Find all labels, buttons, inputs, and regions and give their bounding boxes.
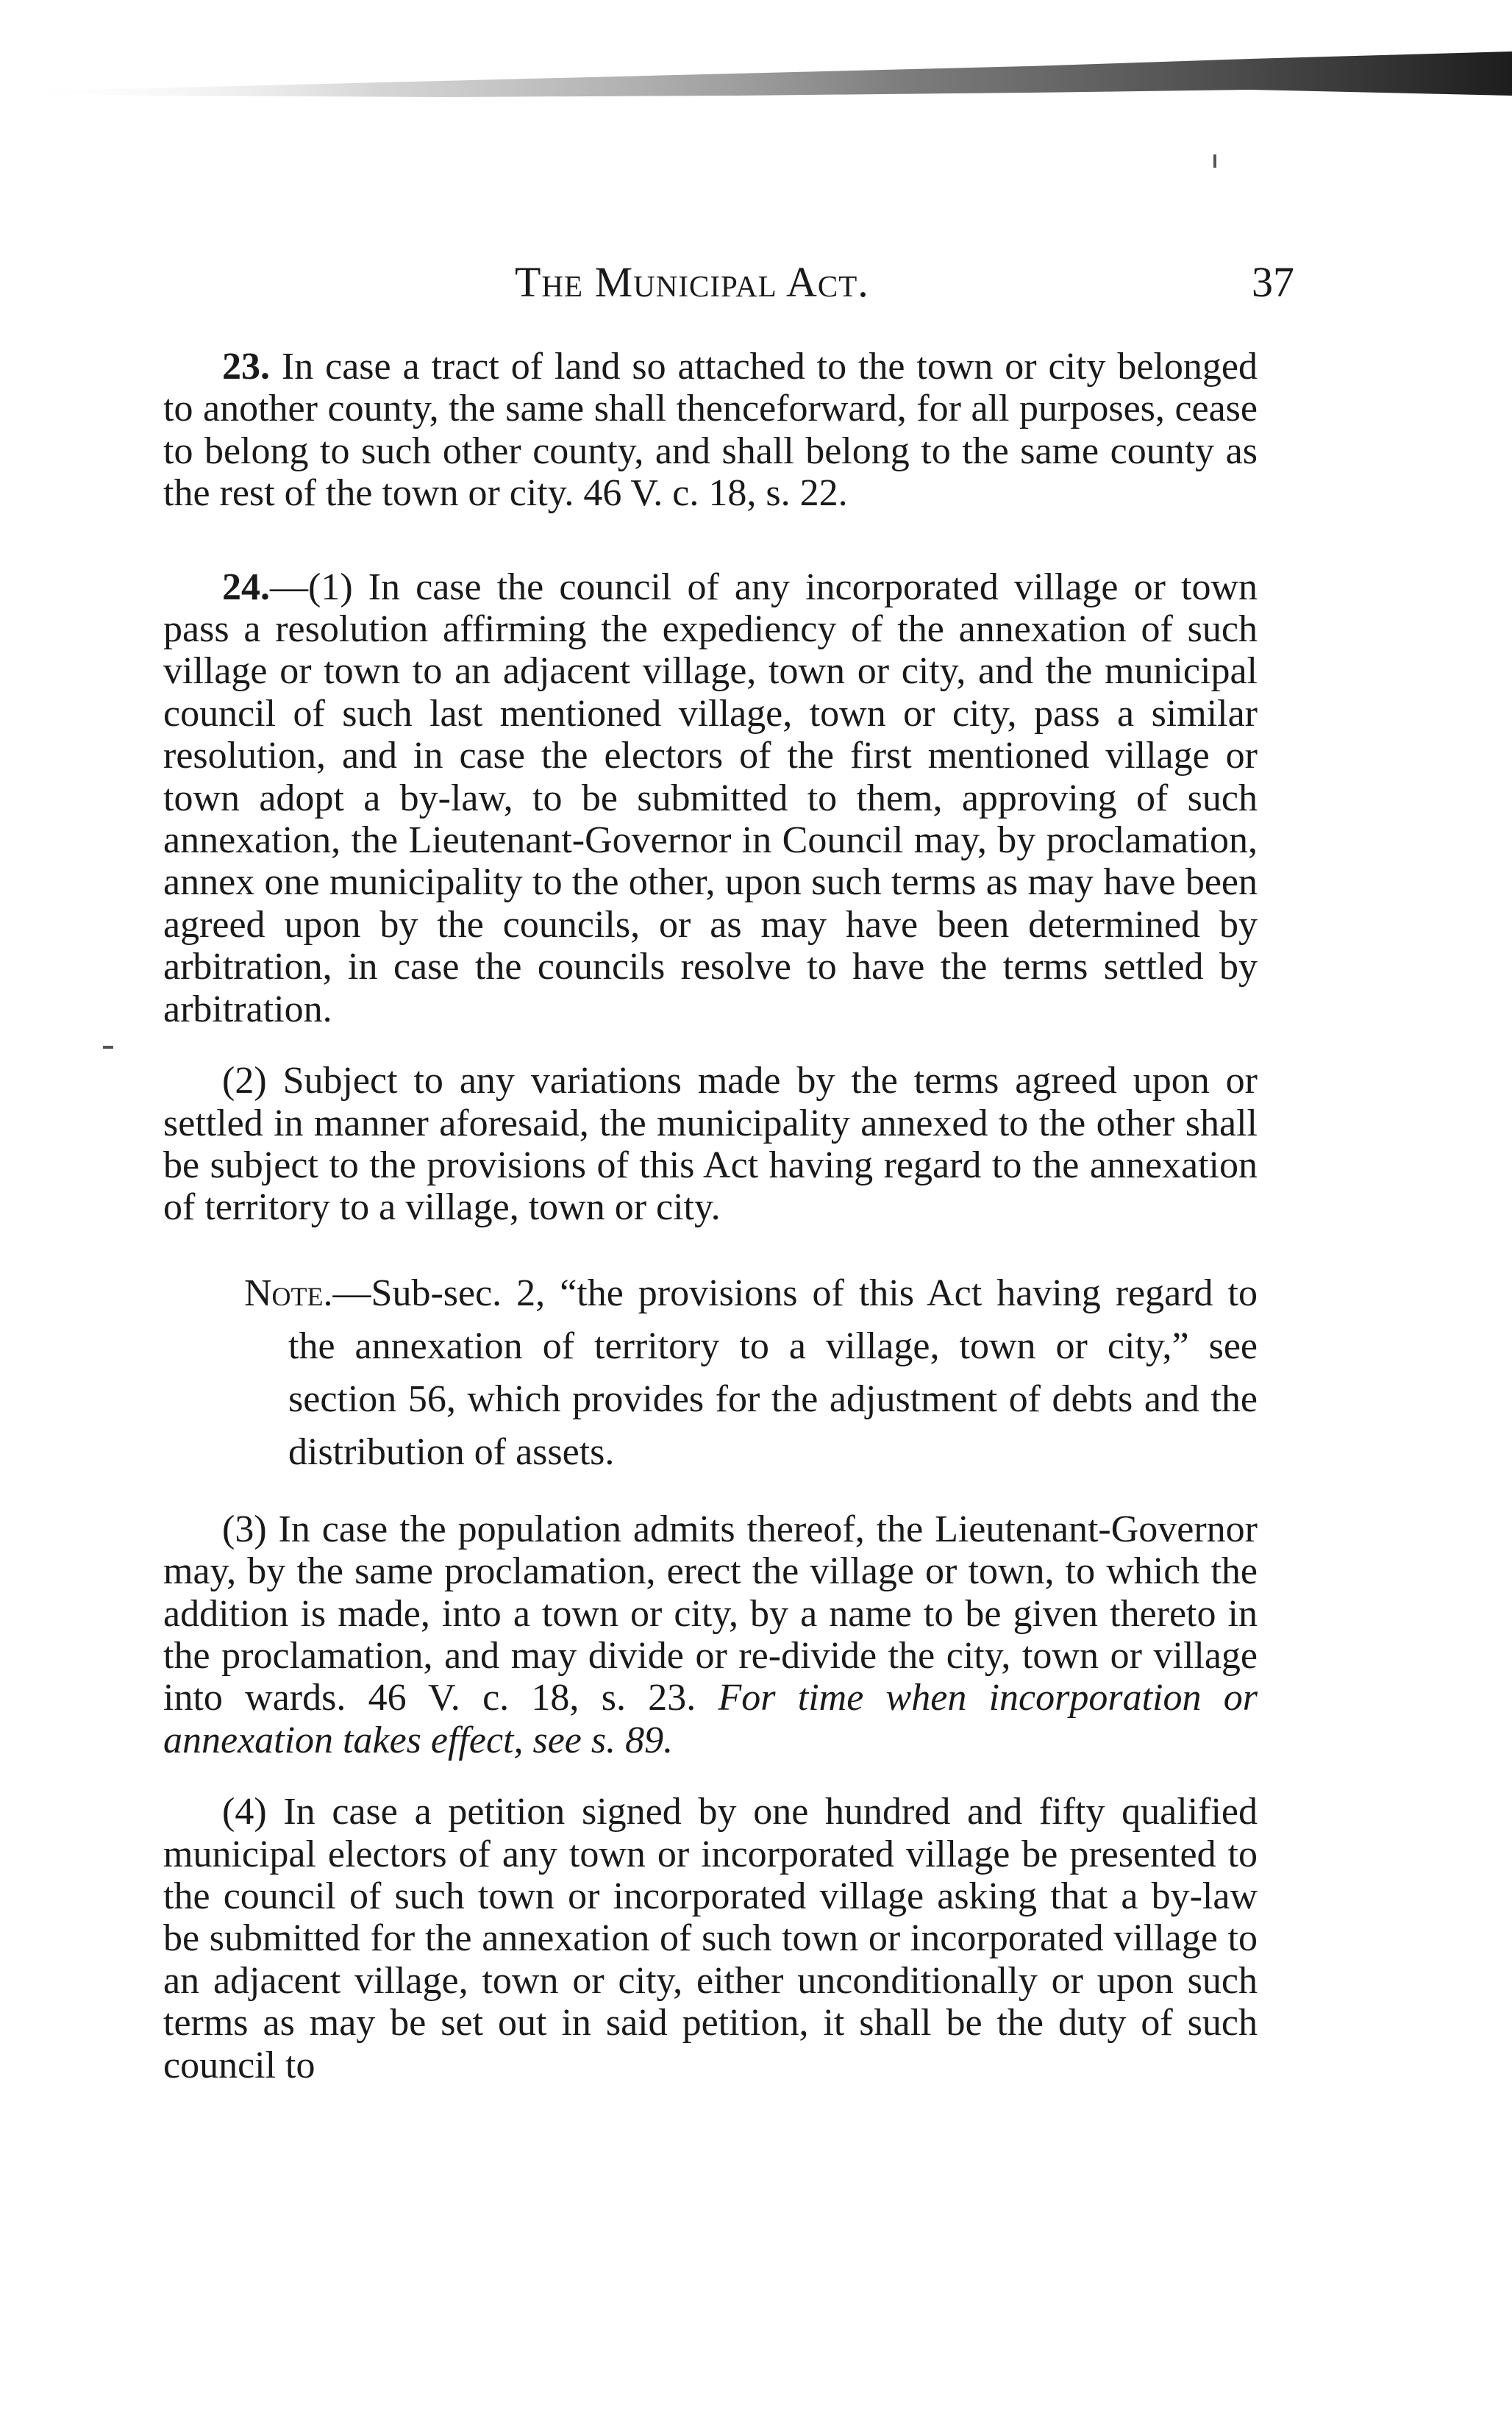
running-header bbox=[515, 257, 1294, 316]
section-number: 24. bbox=[222, 566, 270, 608]
section-text: —(1) In case the council of any incorporated village or town pass a resolution affirming the expediency of the annexation of such village or town to an adjacent village, town or city, and the municipal council of such last mentioned village, town or city, pass a similar resolution, and in case the electors of the first mentioned village or town adopt a by-law, to be submitted to them, approving of such annexation, the Lieutenant-Governor in Council may, by proclamation, annex one municipality to the other, upon such terms as may have been agreed upon by the councils, or as may have been determined by arbitration, in case the councils resolve to have the terms settled by arbitration. bbox=[163, 566, 1258, 1030]
section-24-subsection-3 bbox=[163, 1508, 1258, 1761]
section-text: (4) In case a petition signed by one hundred and fifty qualified municipal electors of any town or incorporated village be presented to the council of such town or incorporated village asking that a by-law be submitted for the annexation of such town or incorporated village to an adjacent village, town or city, either unconditionally or upon such terms as may be set out in said petition, it shall be the duty of such council to bbox=[163, 1791, 1258, 2086]
cross-reference: For time when incorporation or annexation takes effect, see s. 89. bbox=[163, 1677, 1258, 1761]
section-24-subsection-2 bbox=[163, 1060, 1258, 1229]
section-24-subsection-4 bbox=[163, 1791, 1258, 2086]
scan-edge-artifact bbox=[0, 44, 1512, 132]
section-text: (3) In case the population admits thereof, the Lieutenant-Governor may, by the same proclamation, erect the village or town, to which the addition is made, into a town or city, by a name to be given thereto in the proclamation, and may divide or re-divide the city, town or village into wards. 46 V. c. 18, s. 23. bbox=[163, 1508, 1258, 1719]
note-label: Note. bbox=[244, 1272, 333, 1314]
note-text: —Sub-sec. 2, “the provisions of this Act having regard to the annexation of territory to a village, town or city,” see section 56, which provides for the adjustment of debts and the distribution of assets. bbox=[288, 1272, 1258, 1473]
margin-mark bbox=[103, 1046, 113, 1049]
section-24-subsection-1 bbox=[163, 566, 1258, 1030]
section-number: 23. bbox=[222, 346, 270, 388]
page-body bbox=[163, 346, 1258, 2086]
page-number: 37 bbox=[1252, 258, 1294, 306]
editorial-note bbox=[163, 1267, 1258, 1479]
section-23 bbox=[163, 346, 1258, 515]
running-title: The Municipal Act. bbox=[515, 258, 869, 306]
section-text: (2) Subject to any variations made by the terms agreed upon or settled in manner aforesaid, the municipality annexed to the other shall be subject to the provisions of this Act having regard to the annexation of territory to a village, town or city. bbox=[163, 1060, 1258, 1229]
margin-mark bbox=[1213, 154, 1216, 168]
section-text: In case a tract of land so attached to the town or city belonged to another county, the same shall thenceforward, for all purposes, cease to belong to such other county, and shall belong to the same county as the rest of the town or city. 46 V. c. 18, s. 22. bbox=[163, 346, 1258, 515]
